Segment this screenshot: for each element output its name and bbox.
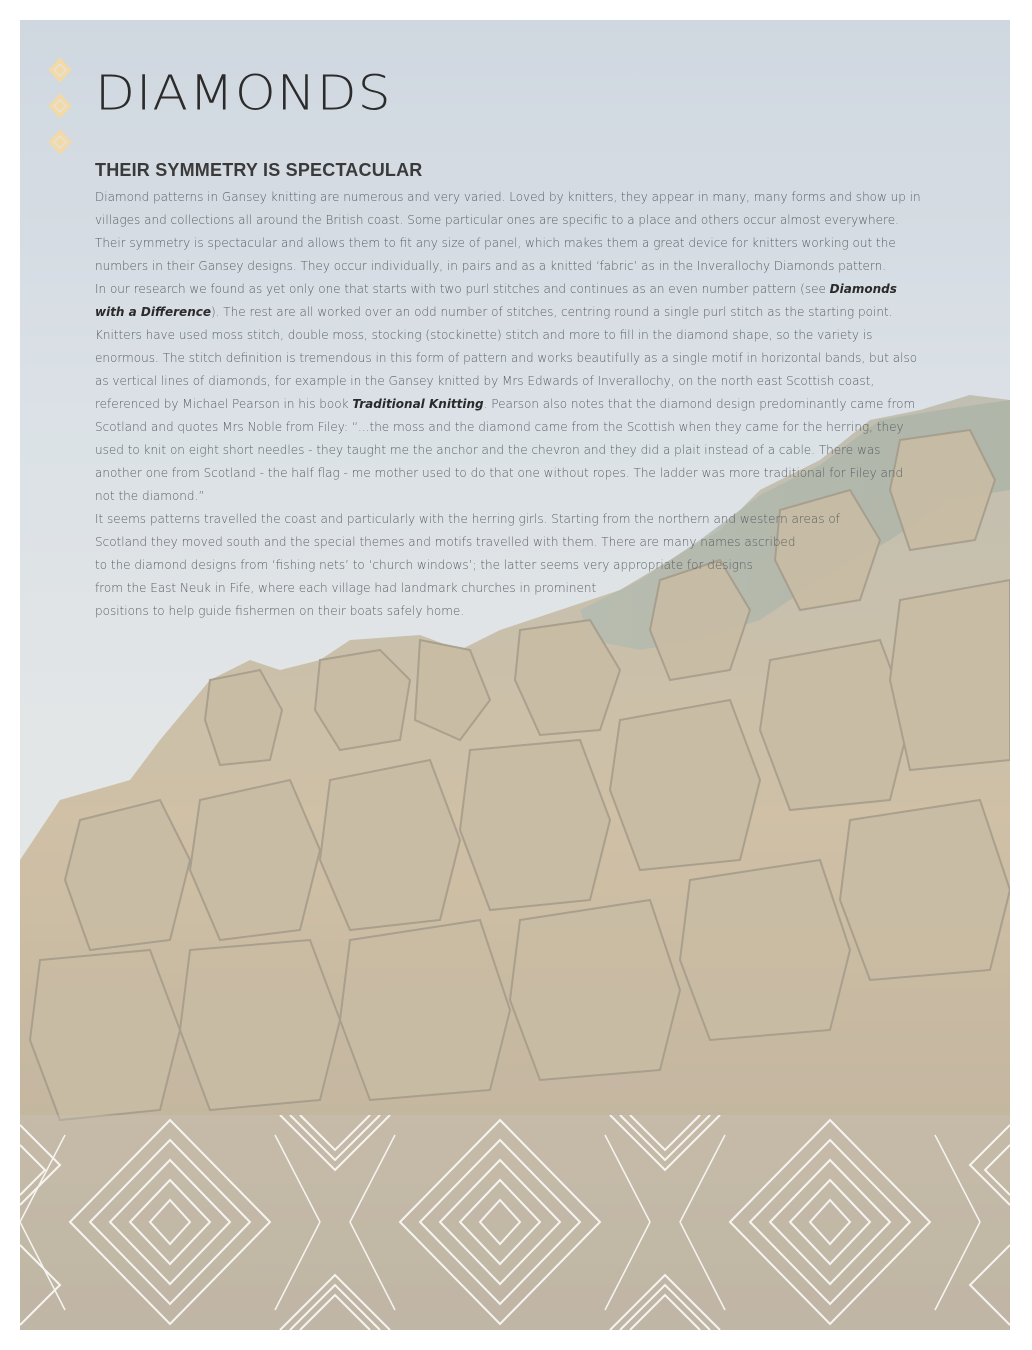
paragraph-2	[95, 278, 925, 508]
paragraph-3	[95, 508, 925, 623]
paragraph-3-line-1: It seems patterns travelled the coast and particularly with the herring girls. Starting from the northern and western areas of	[95, 512, 840, 526]
diamond-pattern-band	[20, 1115, 1010, 1330]
book-reference-diamonds: Diamonds with a Difference	[95, 282, 897, 319]
section-subtitle: THEIR SYMMETRY IS SPECTACULAR	[95, 160, 423, 180]
paragraph-3-line-4: from the East Neuk in Fife, where each village had landmark churches in prominent	[95, 581, 597, 595]
paragraph-1: Diamond patterns in Gansey knitting are numerous and very varied. Loved by knitters, they appear in many, many forms and show up in villages and collections all around the British coast. Some particular ones are specific to a place and others occur almost everywhere. Their symmetry is spectacular and allows them to fit any size of panel, which makes them a great device for knitters working out the numbers in their Gansey designs. They occur individually, in pairs and as a knitted ‘fabric’ as in the Inverallochy Diamonds pattern.	[95, 190, 921, 273]
page	[20, 20, 1010, 1330]
paragraph-3-line-5: positions to help guide fishermen on their boats safely home.	[95, 604, 465, 618]
paragraph-2-text-a: In our research we found as yet only one that starts with two purl stitches and continues as an even number pattern (see	[95, 282, 830, 296]
article-body	[95, 186, 925, 623]
diamond-bullet-icons	[46, 56, 74, 156]
paragraph-2-text-b: ). The rest are all worked over an odd number of stitches, centring round a single purl stitch as the starting point. Knitters have used moss stitch, double moss, stocking (stockinette) stitch and more to fill in the diamond shape, so the variety is enormous. The stitch definition is tremendous in this form of pattern and works beautifully as a single motif in horizontal bands, but also as vertical lines of diamonds, for example in the Gansey knitted by Mrs Edwards of Inverallochy, on the north east Scottish coast, referenced by Michael Pearson in his book	[95, 305, 918, 411]
paragraph-2-text-c: . Pearson also notes that the diamond design predominantly came from Scotland and quotes Mrs Noble from Filey: “...the moss and the diamond came from the Scottish when they came for the herring, they used to knit on eight short needles - they taught me the anchor and the chevron and they did a plait instead of a cable. There was another one from Scotland - the half flag - me mother used to do that one without ropes. The ladder was more traditional for Filey and not the diamond.”	[95, 397, 916, 503]
book-reference-traditional-knitting: Traditional Knitting	[352, 397, 484, 411]
paragraph-3-line-2: Scotland they moved south and the special themes and motifs travelled with them. There are many names ascribed	[95, 535, 796, 549]
paragraph-3-line-3: to the diamond designs from ‘fishing nets’ to ‘church windows’; the latter seems very appropriate for designs	[95, 558, 753, 572]
page-title: DIAMONDS	[95, 66, 392, 122]
